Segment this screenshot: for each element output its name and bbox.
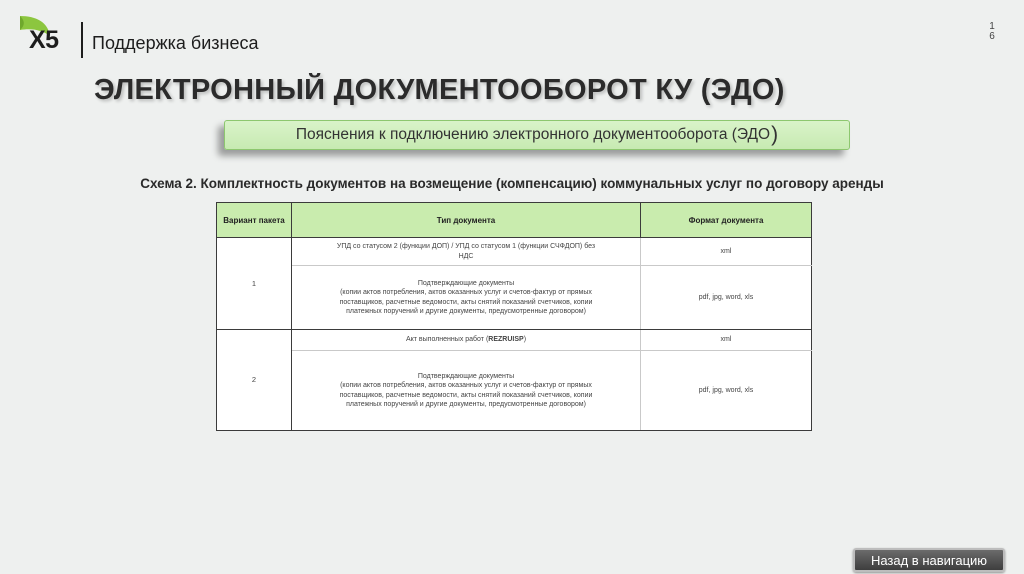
doc-type-line: (копии актов потребления, актов оказанных услуг и счетов-фактур от прямых — [340, 382, 592, 389]
table-header-row — [217, 203, 812, 238]
format-cell: pdf, jpg, word, xls — [641, 351, 812, 431]
doc-type-suffix: ) — [523, 336, 527, 344]
logo-text: X5 — [29, 26, 59, 54]
format-cell: xml — [641, 330, 812, 351]
doc-type-line: поставщиков, расчетные ведомости, акты снятий показаний счетчиков, копии — [339, 298, 593, 306]
brand-divider — [81, 22, 83, 58]
doc-type-cell — [292, 351, 641, 431]
brand-name: Поддержка бизнеса — [92, 33, 259, 53]
header-format: Формат документа — [641, 203, 812, 238]
doc-type-line: платежных поручений и другие документы, предусмотренные договором) — [346, 308, 586, 315]
doc-type-line: платежных поручений и другие документы, предусмотренные договором) — [346, 401, 586, 408]
page-number-line-2: 6 — [989, 31, 995, 42]
table-row — [217, 238, 812, 266]
doc-type-cell — [292, 238, 641, 266]
subtitle-text: Пояснения к подключению электронного документооборота (ЭДО — [295, 126, 771, 143]
table-row — [217, 266, 812, 330]
doc-type-line: УПД со статусом 2 (функции ДОП) / УПД со статусом 1 (функции СЧФДОП) без — [336, 243, 596, 250]
subtitle-banner — [224, 120, 850, 150]
doc-type-line: поставщиков, расчетные ведомости, акты снятий показаний счетчиков, копии — [339, 391, 593, 399]
subtitle-closing-paren: ) — [771, 123, 779, 146]
doc-type-code: REZRUISP — [488, 336, 524, 344]
doc-type-cell — [292, 266, 641, 330]
doc-type-line: Подтверждающие документы — [417, 279, 515, 287]
back-to-navigation-button[interactable]: Назад в навигацию — [853, 548, 1005, 572]
table-row — [217, 351, 812, 431]
doc-type-line: Подтверждающие документы — [417, 372, 515, 380]
table-row — [217, 330, 812, 351]
format-cell: pdf, jpg, word, xls — [641, 266, 812, 330]
page-number — [986, 22, 998, 42]
doc-type-line: НДС — [458, 252, 474, 260]
header-doc-type: Тип документа — [292, 203, 641, 238]
variant-cell: 1 — [217, 238, 292, 330]
header-variant: Вариант пакета — [217, 203, 292, 238]
doc-type-prefix: Акт выполненных работ ( — [405, 336, 489, 344]
documents-table — [216, 202, 812, 431]
variant-cell: 2 — [217, 330, 292, 431]
page-title: ЭЛЕКТРОННЫЙ ДОКУМЕНТООБОРОТ КУ (ЭДО) — [94, 74, 785, 106]
doc-type-cell — [292, 330, 641, 351]
page-number-line-1: 1 — [989, 21, 995, 32]
scheme-heading: Схема 2. Комплектность документов на возмещение (компенсацию) коммунальных услуг по договору аренды — [140, 176, 884, 191]
format-cell: xml — [641, 238, 812, 266]
doc-type-line: (копии актов потребления, актов оказанных услуг и счетов-фактур от прямых — [340, 289, 592, 296]
